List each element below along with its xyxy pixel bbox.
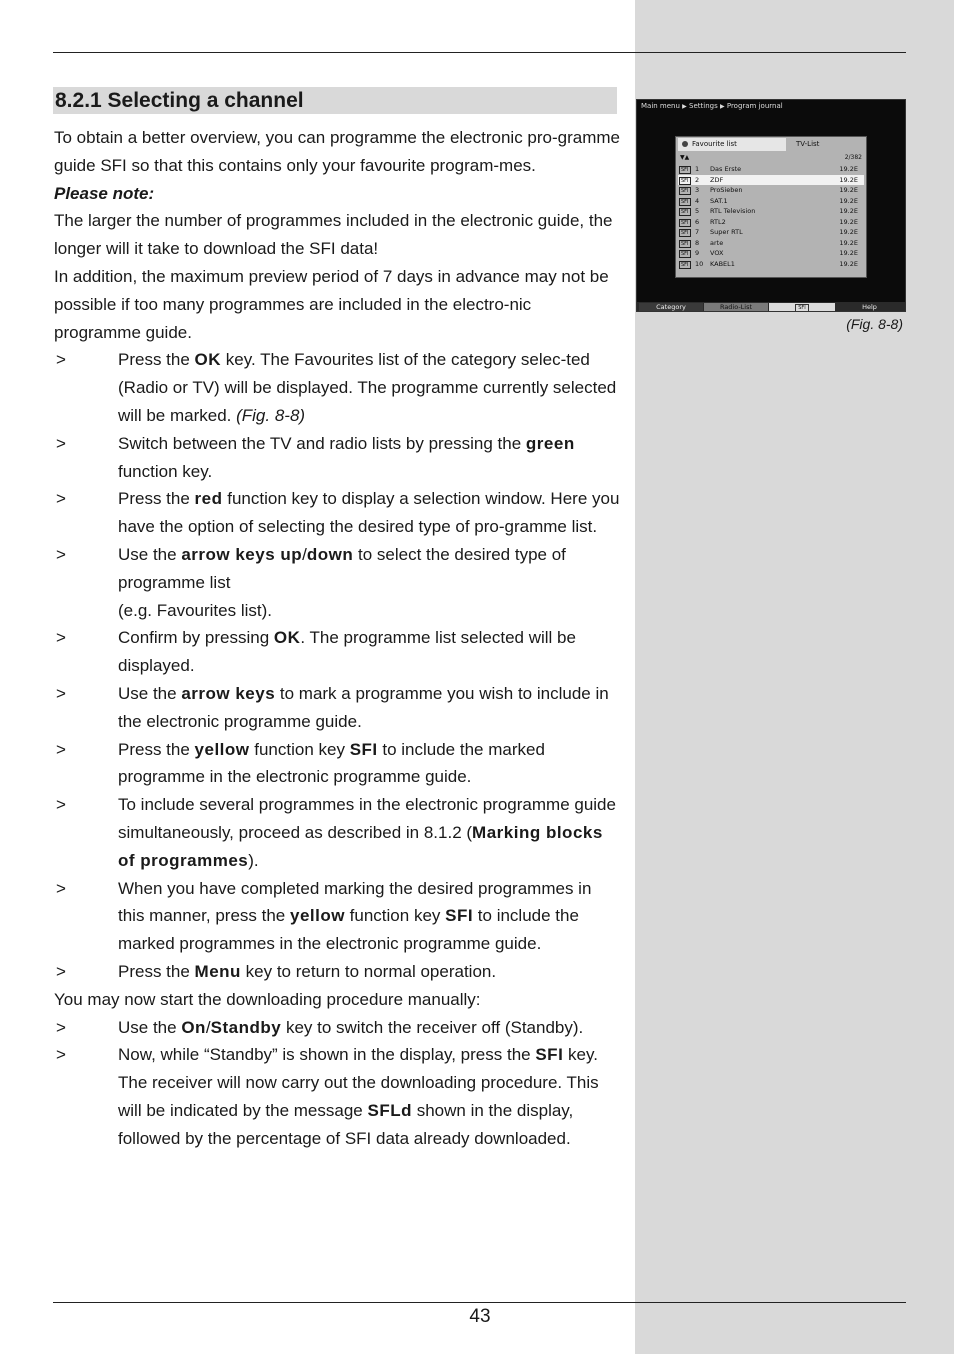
step-mark-programme: > Use the arrow keys to mark a programme you wish to include in the electronic programme guide. (54, 680, 620, 736)
figure-reference: (Fig. 8-8) (236, 405, 306, 425)
key-label: yellow (194, 739, 250, 759)
sfi-badge: SFI (681, 167, 689, 173)
list-item-selected: SFI 2 ZDF 19.2E (678, 175, 864, 186)
scroll-arrows-icon: ▼▲ (680, 154, 690, 161)
page-number: 43 (469, 1306, 491, 1327)
category-button: Category (639, 303, 703, 311)
footer-rule (53, 1302, 906, 1303)
sfi-badge: SFI (681, 177, 689, 184)
key-label: green (525, 433, 575, 453)
bullet-marker: > (56, 350, 66, 370)
list-tabs (676, 138, 866, 152)
key-label: arrow keys up (181, 544, 303, 564)
programme-list-panel (675, 136, 867, 278)
sfi-badge: SFI (681, 209, 689, 215)
tab-tv-list: TV-List (796, 140, 820, 148)
list-item: SFI 5 RTL Television 19.2E (681, 207, 858, 215)
key-label: arrow keys (181, 683, 276, 703)
manual-download-intro: You may now start the downloading procedure manually: (54, 989, 481, 1009)
bullet-marker: > (56, 961, 66, 981)
step-menu-key: > Press the Menu key to return to normal operation. (54, 958, 620, 986)
key-label: SFI (535, 1045, 564, 1065)
note-label: Please note: (54, 183, 155, 203)
list-item: SFI 10 KABEL1 19.2E (681, 259, 858, 268)
list-item: SFI 7 Super RTL 19.2E (681, 228, 858, 236)
bullet-marker: > (56, 433, 66, 453)
chevron-right-icon: ▶ (682, 103, 687, 110)
bullet-marker: > (56, 628, 66, 648)
note-text-2: In addition, the maximum preview period of 7 days in advance may not be possible if too many programmes are included in the electro-nic programme guide. (54, 266, 609, 342)
body-text (54, 124, 620, 1152)
key-label: Marking blocks of programmes (118, 822, 603, 870)
step-press-sfi: > Now, while “Standby” is shown in the display, press the SFI key. (54, 1041, 620, 1069)
key-label: OK (194, 350, 222, 370)
sfi-badge: SFI (681, 261, 689, 268)
figure-caption: (Fig. 8-8) (846, 316, 903, 332)
list-header (676, 154, 866, 163)
intro-paragraph: To obtain a better overview, you can programme the electronic pro-gramme guide SFI so that this contains only your favourite program-mes. (54, 128, 620, 175)
download-explanation: The receiver will now carry out the downloading procedure. This will be indicated by the message SFLd shown in the display, followed by the percentage of SFI data already downloaded. (118, 1073, 599, 1148)
sfi-badge: SFI (681, 219, 689, 226)
bullet-marker: > (56, 544, 66, 564)
step-switch-list: > Switch between the TV and radio lists by pressing the green function key. (54, 430, 620, 486)
sfi-badge: SFI (681, 188, 689, 194)
list-item: SFI 4 SAT.1 19.2E (681, 196, 858, 205)
key-label: yellow (289, 906, 345, 926)
sfi-badge: SFI (681, 230, 689, 236)
step-confirm: > Confirm by pressing OK. The programme list selected will be displayed. (54, 624, 620, 680)
sfi-badge: SFI (681, 198, 689, 205)
step-standby: > Use the On/Standby key to switch the receiver off (Standby). (54, 1014, 620, 1042)
step-arrow-up-down: > Use the arrow keys up/down to select the desired type of programme list (e.g. Favourites list). (54, 541, 620, 624)
sfi-button: SFI (769, 303, 835, 311)
bullet-marker: > (56, 739, 66, 759)
list-count: 2/382 (844, 154, 862, 161)
bullet-marker: > (56, 795, 66, 815)
tab-favourite-list: Favourite list (678, 138, 786, 151)
step-yellow-sfi: > Press the yellow function key SFI to include the marked programme in the electronic programme guide. (54, 736, 620, 792)
bullet-marker: > (56, 1017, 66, 1037)
key-label: SFI (349, 739, 378, 759)
note-text-1: The larger the number of programmes included in the electronic guide, the longer will it take to download the SFI data! (54, 211, 613, 259)
receiver-screenshot (636, 99, 906, 312)
key-label: SFI (445, 906, 474, 926)
key-label: OK (273, 628, 301, 648)
list-item: SFI 6 RTL2 19.2E (681, 217, 858, 226)
list-item: SFI 1 Das Erste 19.2E (681, 165, 858, 173)
list-item: SFI 3 ProSieben 19.2E (681, 186, 858, 194)
radio-dot-icon (682, 141, 688, 147)
sfi-badge: SFI (681, 251, 689, 257)
chevron-right-icon: ▶ (719, 103, 725, 110)
bullet-marker: > (56, 683, 66, 703)
key-label: red (194, 489, 223, 509)
key-label: Standby (210, 1017, 282, 1037)
help-button: Help (836, 303, 903, 311)
function-key-bar (637, 302, 905, 311)
bullet-marker: > (56, 489, 66, 509)
list-item: SFI 9 VOX 19.2E (681, 249, 858, 257)
key-label: down (306, 544, 354, 564)
step-several-programmes: > To include several programmes in the electronic programme guide simultaneously, proceed as described in 8.1.2 (Marking blocks of programmes). (54, 791, 620, 874)
header-rule (53, 52, 906, 53)
key-label: On (181, 1017, 206, 1037)
section-title: 8.2.1 Selecting a channel (55, 89, 304, 112)
step-ok-key: > Press the OK key. The Favourites list of the category selec-ted (Radio or TV) will be displayed. The programme currently selected will be marked. (Fig. 8-8) (54, 346, 620, 429)
radio-list-button: Radio-List (704, 303, 768, 311)
key-label: SFLd (367, 1100, 412, 1120)
breadcrumb: Main menu ▶ Settings ▶ Program journal (641, 102, 783, 110)
programme-rows (678, 164, 864, 269)
sfi-badge: SFI (681, 240, 689, 247)
key-label: Menu (194, 961, 241, 981)
bullet-marker: > (56, 878, 66, 898)
step-complete-marking: > When you have completed marking the desired programmes in this manner, press the yellow function key SFI to include the marked programmes in the electronic programme guide. (54, 875, 620, 958)
list-item: SFI 8 arte 19.2E (681, 238, 858, 247)
bullet-marker: > (56, 1045, 66, 1065)
step-red-key: > Press the red function key to display a selection window. Here you have the option of selecting the desired type of pro-gramme list. (54, 485, 620, 541)
